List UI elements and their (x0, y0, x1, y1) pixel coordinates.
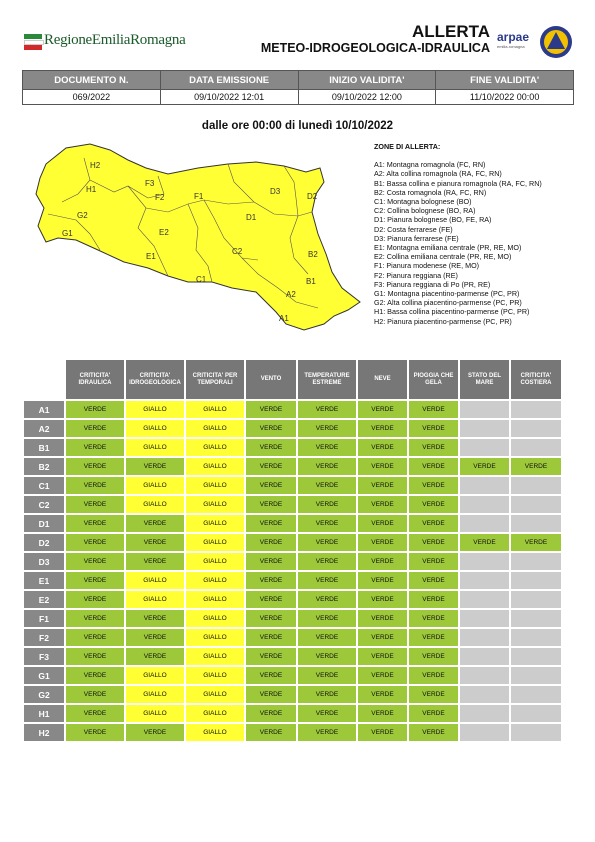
not-applicable-cell (511, 648, 561, 665)
alert-level-cell: VERDE (246, 610, 296, 627)
not-applicable-cell (460, 705, 509, 722)
info-header-documento: DOCUMENTO N. (23, 71, 161, 90)
alert-level-cell: VERDE (66, 610, 124, 627)
info-inizio-validita: 09/10/2022 12:00 (298, 90, 436, 105)
table-row (24, 458, 561, 475)
legend-item: C1: Montagna bolognese (BO) (374, 197, 472, 207)
column-header: CRITICITA' COSTIERA (511, 360, 561, 399)
zone-label: B2 (24, 458, 64, 475)
map-label-g1: G1 (62, 229, 73, 238)
regione-logo-text: RegioneEmiliaRomagna (44, 32, 186, 48)
alert-level-cell: VERDE (358, 629, 407, 646)
not-applicable-cell (460, 648, 509, 665)
alert-level-cell: VERDE (66, 477, 124, 494)
alert-level-cell: VERDE (409, 686, 458, 703)
alert-level-cell: VERDE (66, 648, 124, 665)
alert-level-cell: VERDE (126, 515, 184, 532)
legend-item: A1: Montagna romagnola (FC, RN) (374, 160, 486, 170)
zone-label: G1 (24, 667, 64, 684)
zone-label: D3 (24, 553, 64, 570)
alert-level-cell: GIALLO (126, 667, 184, 684)
legend-item: G1: Montagna piacentino-parmense (PC, PR) (374, 289, 520, 299)
not-applicable-cell (460, 629, 509, 646)
alert-level-cell: GIALLO (126, 686, 184, 703)
not-applicable-cell (460, 667, 509, 684)
protezione-civile-logo-icon (539, 25, 573, 59)
info-header-data-emissione: DATA EMISSIONE (160, 71, 298, 90)
alert-level-cell: VERDE (409, 401, 458, 418)
alert-level-cell: VERDE (358, 458, 407, 475)
info-data-emissione: 09/10/2022 12:01 (160, 90, 298, 105)
alert-level-cell: GIALLO (186, 724, 244, 741)
alert-level-cell: VERDE (246, 439, 296, 456)
map-label-d3: D3 (270, 187, 281, 196)
alert-level-cell: VERDE (358, 515, 407, 532)
alert-level-cell: VERDE (409, 610, 458, 627)
zone-label: F1 (24, 610, 64, 627)
alert-level-cell: VERDE (298, 401, 356, 418)
alert-level-cell: VERDE (66, 629, 124, 646)
alert-level-cell: VERDE (246, 705, 296, 722)
map-label-b1: B1 (306, 277, 316, 286)
alert-level-cell: VERDE (409, 629, 458, 646)
alert-level-cell: VERDE (298, 458, 356, 475)
table-row (24, 515, 561, 532)
alert-level-cell: GIALLO (186, 667, 244, 684)
not-applicable-cell (511, 591, 561, 608)
alert-level-cell: VERDE (246, 534, 296, 551)
not-applicable-cell (511, 496, 561, 513)
alert-level-cell: GIALLO (186, 629, 244, 646)
alert-level-cell: GIALLO (126, 439, 184, 456)
table-row (24, 439, 561, 456)
zone-label: F2 (24, 629, 64, 646)
alert-level-cell: VERDE (460, 458, 509, 475)
map-label-f3: F3 (145, 179, 155, 188)
alert-level-cell: VERDE (246, 591, 296, 608)
info-header-inizio-validita: INIZIO VALIDITA' (298, 71, 436, 90)
alert-level-cell: VERDE (66, 458, 124, 475)
alert-level-cell: GIALLO (186, 553, 244, 570)
alert-level-cell: VERDE (409, 515, 458, 532)
alert-level-cell: VERDE (246, 420, 296, 437)
zone-label: H2 (24, 724, 64, 741)
alert-level-cell: VERDE (246, 458, 296, 475)
not-applicable-cell (460, 553, 509, 570)
zone-label: G2 (24, 686, 64, 703)
alert-level-cell: VERDE (246, 572, 296, 589)
table-row (24, 705, 561, 722)
not-applicable-cell (511, 420, 561, 437)
alert-level-cell: VERDE (358, 420, 407, 437)
table-row (24, 572, 561, 589)
column-header: TEMPERATURE ESTREME (298, 360, 356, 399)
not-applicable-cell (460, 572, 509, 589)
alert-level-cell: VERDE (358, 686, 407, 703)
zone-label: E2 (24, 591, 64, 608)
map-label-e2: E2 (159, 228, 169, 237)
not-applicable-cell (460, 439, 509, 456)
not-applicable-cell (460, 496, 509, 513)
table-row (24, 496, 561, 513)
map-label-b2: B2 (308, 250, 318, 259)
zone-label: C2 (24, 496, 64, 513)
alert-level-cell: VERDE (409, 648, 458, 665)
map-label-d1: D1 (246, 213, 257, 222)
not-applicable-cell (460, 724, 509, 741)
legend-heading: ZONE DI ALLERTA: (374, 142, 441, 151)
legend-item: F2: Pianura reggiana (RE) (374, 270, 458, 280)
not-applicable-cell (511, 401, 561, 418)
legend-item: B2: Costa romagnola (RA, FC, RN) (374, 187, 487, 197)
regione-emilia-romagna-logo (24, 30, 186, 52)
alert-level-cell: VERDE (246, 515, 296, 532)
table-row (24, 610, 561, 627)
alert-level-cell: VERDE (66, 496, 124, 513)
document-subtitle: METEO-IDROGEOLOGICA-IDRAULICA (260, 41, 490, 55)
alert-level-cell: VERDE (409, 553, 458, 570)
arpae-logo-text: arpae (497, 30, 530, 44)
arpae-logo-subtext: emilia-romagna (497, 44, 525, 49)
legend-item: E1: Montagna emiliana centrale (PR, RE, MO) (374, 243, 522, 253)
alert-level-cell: VERDE (358, 534, 407, 551)
alert-level-cell: VERDE (358, 553, 407, 570)
zones-legend (374, 142, 584, 326)
column-header: STATO DEL MARE (460, 360, 509, 399)
alert-level-cell: GIALLO (126, 477, 184, 494)
not-applicable-cell (460, 401, 509, 418)
alert-level-cell: GIALLO (126, 496, 184, 513)
alert-level-cell: VERDE (298, 496, 356, 513)
alert-level-cell: GIALLO (186, 496, 244, 513)
table-row (24, 553, 561, 570)
alert-level-cell: VERDE (126, 458, 184, 475)
validity-period-heading: dalle ore 00:00 di lunedì 10/10/2022 (201, 120, 394, 132)
map-label-d2: D2 (307, 192, 318, 201)
alert-level-cell: VERDE (298, 705, 356, 722)
alert-level-cell: VERDE (511, 534, 561, 551)
map-label-a1: A1 (279, 314, 289, 323)
alert-level-cell: VERDE (358, 591, 407, 608)
alert-level-cell: VERDE (409, 534, 458, 551)
table-row (24, 724, 561, 741)
alert-level-cell: VERDE (358, 401, 407, 418)
not-applicable-cell (511, 439, 561, 456)
document-info-table (22, 70, 574, 105)
table-row (24, 648, 561, 665)
alert-level-cell: VERDE (66, 724, 124, 741)
not-applicable-cell (511, 705, 561, 722)
map-label-a2: A2 (286, 290, 296, 299)
alert-level-cell: GIALLO (186, 420, 244, 437)
table-row (24, 686, 561, 703)
alert-level-cell: GIALLO (126, 705, 184, 722)
alert-level-cell: GIALLO (126, 591, 184, 608)
info-header-fine-validita: FINE VALIDITA' (436, 71, 574, 90)
alert-level-cell: VERDE (409, 705, 458, 722)
alert-level-cell: VERDE (460, 534, 509, 551)
not-applicable-cell (460, 477, 509, 494)
alert-level-cell: VERDE (298, 572, 356, 589)
alert-level-cell: GIALLO (186, 401, 244, 418)
table-body (24, 401, 561, 741)
map-label-c2: C2 (232, 247, 243, 256)
alert-level-cell: GIALLO (186, 458, 244, 475)
alert-level-cell: GIALLO (126, 572, 184, 589)
zone-label: B1 (24, 439, 64, 456)
alert-level-cell: VERDE (246, 496, 296, 513)
alert-level-cell: VERDE (298, 610, 356, 627)
not-applicable-cell (460, 686, 509, 703)
zone-label: F3 (24, 648, 64, 665)
alert-level-cell: VERDE (358, 572, 407, 589)
alert-level-cell: VERDE (246, 477, 296, 494)
alert-level-cell: VERDE (358, 705, 407, 722)
alert-level-cell: VERDE (66, 534, 124, 551)
map-label-f2: F2 (155, 193, 165, 202)
not-applicable-cell (511, 610, 561, 627)
alert-level-cell: VERDE (409, 439, 458, 456)
alert-level-cell: VERDE (511, 458, 561, 475)
info-header-row (23, 71, 574, 90)
zone-label: A1 (24, 401, 64, 418)
legend-item: C2: Collina bolognese (BO, RA) (374, 206, 476, 216)
legend-item: E2: Collina emiliana centrale (PR, RE, MO) (374, 252, 512, 262)
info-documento-number: 069/2022 (23, 90, 161, 105)
table-row (24, 401, 561, 418)
alert-level-cell: VERDE (298, 420, 356, 437)
zone-label: E1 (24, 572, 64, 589)
alert-level-cell: GIALLO (186, 515, 244, 532)
alert-level-cell: VERDE (246, 401, 296, 418)
not-applicable-cell (460, 420, 509, 437)
info-value-row (23, 90, 574, 105)
alert-zones-map (28, 142, 370, 332)
alert-level-cell: VERDE (358, 439, 407, 456)
alert-level-cell: GIALLO (126, 401, 184, 418)
table-corner (24, 360, 64, 399)
alert-level-cell: VERDE (66, 553, 124, 570)
document-title: ALLERTA (411, 22, 490, 41)
region-outline (36, 144, 360, 330)
alert-level-cell: VERDE (358, 724, 407, 741)
table-row (24, 534, 561, 551)
map-label-c1: C1 (196, 275, 207, 284)
column-header: CRITICITA' PER TEMPORALI (186, 360, 244, 399)
map-label-g2: G2 (77, 211, 88, 220)
alert-level-cell: VERDE (66, 401, 124, 418)
legend-item: G2: Alta collina piacentino-parmense (PC, PR) (374, 298, 522, 308)
not-applicable-cell (511, 724, 561, 741)
zone-label: A2 (24, 420, 64, 437)
not-applicable-cell (511, 515, 561, 532)
alert-level-cell: VERDE (126, 610, 184, 627)
legend-item: D2: Costa ferrarese (FE) (374, 224, 453, 234)
alert-level-cell: VERDE (246, 724, 296, 741)
alert-level-cell: VERDE (409, 458, 458, 475)
alert-level-cell: GIALLO (186, 610, 244, 627)
zone-label: C1 (24, 477, 64, 494)
alert-level-cell: VERDE (66, 420, 124, 437)
alert-level-cell: VERDE (409, 420, 458, 437)
table-row (24, 591, 561, 608)
alert-level-cell: GIALLO (126, 420, 184, 437)
alert-level-cell: VERDE (66, 515, 124, 532)
alert-level-cell: GIALLO (186, 648, 244, 665)
alert-level-cell: GIALLO (186, 534, 244, 551)
table-row (24, 420, 561, 437)
alert-level-cell: VERDE (126, 534, 184, 551)
table-row (24, 477, 561, 494)
legend-items (374, 160, 584, 326)
not-applicable-cell (460, 591, 509, 608)
not-applicable-cell (511, 667, 561, 684)
alert-level-cell: VERDE (66, 686, 124, 703)
alert-level-cell: VERDE (246, 648, 296, 665)
alert-level-cell: GIALLO (186, 477, 244, 494)
map-label-h2: H2 (90, 161, 101, 170)
alert-level-cell: VERDE (126, 553, 184, 570)
alert-level-cell: VERDE (298, 667, 356, 684)
column-header: NEVE (358, 360, 407, 399)
table-row (24, 629, 561, 646)
alert-level-cell: VERDE (298, 439, 356, 456)
alert-level-cell: VERDE (246, 667, 296, 684)
alert-level-cell: GIALLO (186, 686, 244, 703)
alert-level-cell: VERDE (409, 496, 458, 513)
not-applicable-cell (511, 629, 561, 646)
legend-item: H2: Pianura piacentino-parmense (PC, PR) (374, 316, 512, 326)
alert-level-cell: GIALLO (186, 439, 244, 456)
alert-level-cell: VERDE (298, 724, 356, 741)
alert-level-cell: GIALLO (186, 591, 244, 608)
not-applicable-cell (511, 477, 561, 494)
map-label-h1: H1 (86, 185, 97, 194)
alert-level-cell: VERDE (298, 477, 356, 494)
legend-item: F3: Pianura reggiana di Po (PR, RE) (374, 279, 491, 289)
column-header: PIOGGIA CHE GELA (409, 360, 458, 399)
legend-item: B1: Bassa collina e pianura romagnola (RA, FC, RN) (374, 178, 542, 188)
legend-item: D1: Pianura bolognese (BO, FE, RA) (374, 215, 492, 225)
alert-level-cell: VERDE (409, 572, 458, 589)
arpae-logo (497, 30, 537, 56)
alert-level-cell: VERDE (358, 477, 407, 494)
zone-label: D2 (24, 534, 64, 551)
alert-level-cell: VERDE (66, 439, 124, 456)
not-applicable-cell (460, 610, 509, 627)
alert-level-cell: VERDE (298, 534, 356, 551)
not-applicable-cell (511, 572, 561, 589)
alert-level-cell: VERDE (409, 667, 458, 684)
zone-label: H1 (24, 705, 64, 722)
alert-level-cell: VERDE (126, 724, 184, 741)
column-header: VENTO (246, 360, 296, 399)
table-header-row (24, 360, 561, 399)
not-applicable-cell (511, 553, 561, 570)
column-header: CRITICITA' IDROGEOLOGICA (126, 360, 184, 399)
table-row (24, 667, 561, 684)
map-label-e1: E1 (146, 252, 156, 261)
alert-level-cell: VERDE (126, 629, 184, 646)
info-fine-validita: 11/10/2022 00:00 (436, 90, 574, 105)
alert-level-cell: VERDE (126, 648, 184, 665)
alert-level-cell: VERDE (358, 496, 407, 513)
alert-level-cell: VERDE (358, 610, 407, 627)
legend-item: H1: Bassa collina piacentino-parmense (PC, PR) (374, 307, 530, 317)
alert-level-cell: VERDE (246, 629, 296, 646)
not-applicable-cell (460, 515, 509, 532)
alert-level-cell: VERDE (66, 591, 124, 608)
alert-level-cell: VERDE (298, 591, 356, 608)
alert-level-cell: VERDE (298, 553, 356, 570)
zone-label: D1 (24, 515, 64, 532)
alert-level-cell: VERDE (409, 477, 458, 494)
alert-level-cell: VERDE (298, 629, 356, 646)
alert-level-cell: VERDE (246, 686, 296, 703)
alert-level-cell: VERDE (358, 667, 407, 684)
column-header: CRITICITA' IDRAULICA (66, 360, 124, 399)
alert-level-cell: GIALLO (186, 572, 244, 589)
alert-level-cell: VERDE (66, 667, 124, 684)
alert-level-cell: VERDE (298, 686, 356, 703)
alert-level-cell: VERDE (409, 724, 458, 741)
alert-levels-table (22, 358, 563, 743)
not-applicable-cell (511, 686, 561, 703)
alert-level-cell: VERDE (298, 648, 356, 665)
alert-level-cell: VERDE (409, 591, 458, 608)
alert-level-cell: VERDE (246, 553, 296, 570)
legend-item: D3: Pianura ferrarese (FE) (374, 233, 459, 243)
legend-item: A2: Alta collina romagnola (RA, FC, RN) (374, 169, 502, 179)
map-label-f1: F1 (194, 192, 204, 201)
alert-level-cell: VERDE (298, 515, 356, 532)
legend-item: F1: Pianura modenese (RE, MO) (374, 261, 480, 271)
alert-level-cell: VERDE (66, 705, 124, 722)
alert-level-cell: VERDE (66, 572, 124, 589)
alert-level-cell: VERDE (358, 648, 407, 665)
alert-level-cell: GIALLO (186, 705, 244, 722)
